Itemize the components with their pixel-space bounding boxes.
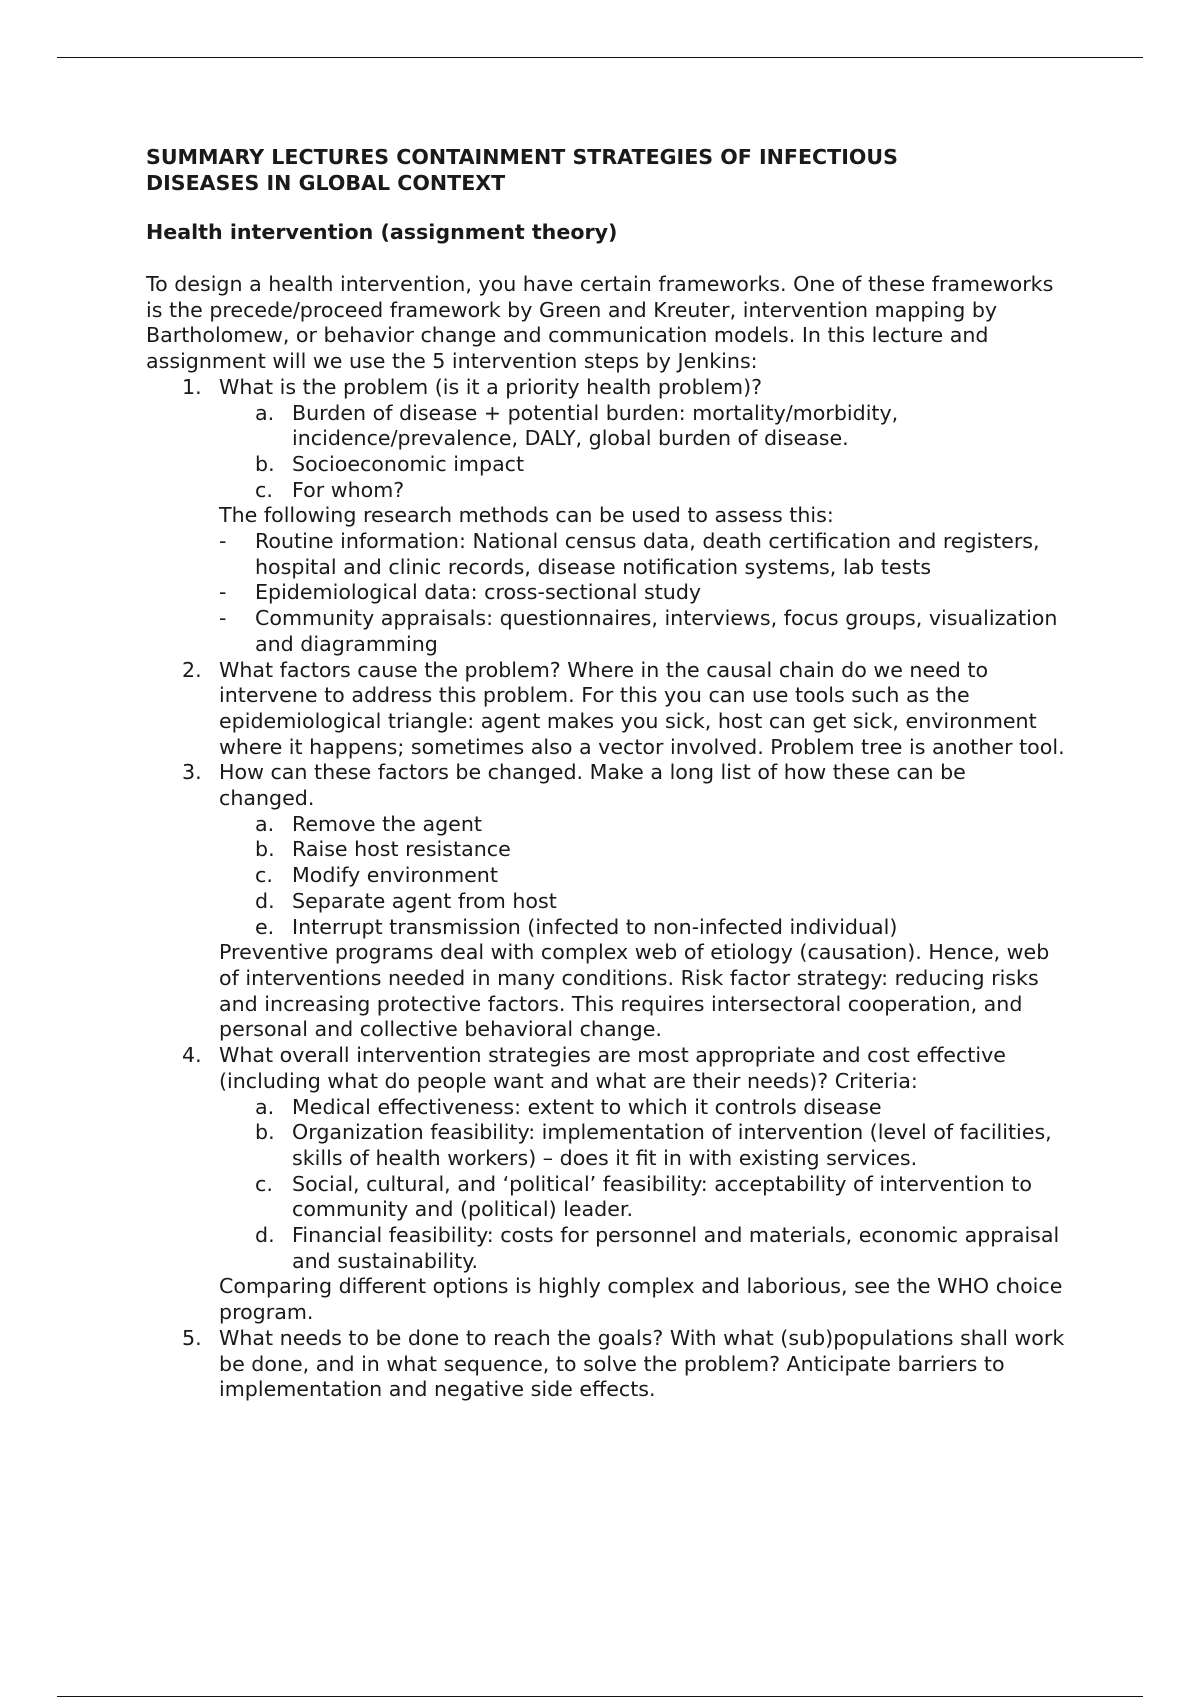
sub-text: Interrupt transmission (infected to non-infected individual) [292, 914, 898, 939]
footer-rule [57, 1696, 1143, 1697]
sub-letter: a. [255, 400, 275, 425]
sub-text: Separate agent from host [292, 888, 557, 913]
step-text: What is the problem (is it a priority health problem)? [219, 374, 763, 399]
step-3-sub-e [255, 915, 1066, 941]
step-1-sub-c [255, 478, 1066, 504]
step-4 [182, 1043, 1066, 1094]
step-3-sub-c [255, 863, 1066, 889]
sub-letter: a. [255, 1094, 275, 1119]
sub-text: Medical effectiveness: extent to which it controls disease [292, 1094, 882, 1119]
sub-text: Socioeconomic impact [292, 451, 525, 476]
step-4-sub-d [255, 1223, 1066, 1274]
step-4-sub-c [255, 1172, 1066, 1223]
sub-text: Raise host resistance [292, 837, 511, 862]
title-line-1: SUMMARY LECTURES CONTAINMENT STRATEGIES OF INFECTIOUS [146, 145, 898, 169]
sub-letter: c. [255, 1171, 273, 1196]
step-number: 1. [182, 374, 202, 399]
sub-letter: e. [255, 914, 275, 939]
sub-text: Burden of disease + potential burden: mortality/morbidity, incidence/prevalence, DALY, global burden of disease. [292, 400, 899, 451]
step-2 [182, 658, 1066, 761]
step-3-note: Preventive programs deal with complex web of etiology (causation). Hence, web of interventions needed in many conditions. Risk factor strategy: reducing risks and increasing protective factors. This requires intersectoral cooperation, and personal and collective behavioral change. [219, 940, 1050, 1042]
sub-letter: b. [255, 451, 275, 476]
step-1-sub-a [255, 401, 1066, 452]
step-4-sub-b [255, 1120, 1066, 1171]
bullet-dash: - [219, 580, 227, 605]
document-page [146, 144, 1066, 1403]
bullet-item [219, 580, 1066, 606]
step-text: What overall intervention strategies are most appropriate and cost effective (including what do people want and what are their needs)? Criteria: [219, 1043, 1006, 1093]
header-rule [57, 57, 1143, 58]
sub-letter: b. [255, 1120, 275, 1145]
bullet-text: Epidemiological data: cross-sectional study [255, 580, 702, 605]
step-4-note: Comparing different options is highly complex and laborious, see the WHO choice program. [219, 1274, 1063, 1325]
sub-letter: b. [255, 837, 275, 862]
bullet-text: Routine information: National census data, death certification and registers, hospital and clinic records, disease notification systems, lab tests [255, 529, 1040, 579]
step-3 [182, 760, 1066, 811]
sub-text: Modify environment [292, 863, 498, 888]
intro-paragraph: To design a health intervention, you have certain frameworks. One of these frameworks is the precede/proceed framework by Green and Kreuter, intervention mapping by Bartholomew, or behavior change and communication models. In this lecture and assignment will we use the 5 intervention steps by Jenkins: [146, 272, 1054, 374]
sub-letter: a. [255, 811, 275, 836]
section-heading: Health intervention (assignment theory) [146, 220, 618, 244]
step-text: How can these factors be changed. Make a long list of how these can be changed. [219, 760, 966, 811]
sub-letter: c. [255, 863, 273, 888]
step-1-note: The following research methods can be used to assess this: [219, 503, 834, 528]
step-1-sub-b [255, 452, 1066, 478]
bullet-dash: - [219, 606, 227, 631]
step-text: What factors cause the problem? Where in the causal chain do we need to intervene to address this problem. For this you can use tools such as the epidemiological triangle: agent makes you sick, host can get sick, environment where it happens; sometimes also a vector involved. Problem tree is another tool. [219, 657, 1065, 759]
step-number: 4. [182, 1043, 202, 1068]
step-3-sub-b [255, 837, 1066, 863]
sub-text: Remove the agent [292, 811, 482, 836]
sub-letter: d. [255, 888, 275, 913]
step-4-sub-a [255, 1095, 1066, 1121]
sub-text: For whom? [292, 477, 405, 502]
bullet-item [219, 529, 1066, 580]
step-number: 5. [182, 1325, 202, 1350]
title-line-2: DISEASES IN GLOBAL CONTEXT [146, 171, 506, 195]
sub-letter: c. [255, 477, 273, 502]
sub-text: Organization feasibility: implementation of intervention (level of facilities, skills of health workers) – does it fit in with existing services. [292, 1120, 1052, 1170]
step-3-sub-d [255, 889, 1066, 915]
sub-text: Social, cultural, and ‘political’ feasibility: acceptability of intervention to community and (political) leader. [292, 1171, 1032, 1222]
sub-letter: d. [255, 1223, 275, 1248]
document-title [146, 144, 1066, 196]
step-1 [182, 375, 1066, 401]
step-3-sub-a [255, 812, 1066, 838]
step-number: 2. [182, 657, 202, 682]
step-number: 3. [182, 760, 202, 785]
bullet-text: Community appraisals: questionnaires, interviews, focus groups, visualization and diagramming [255, 606, 1058, 656]
bullet-dash: - [219, 529, 227, 554]
sub-text: Financial feasibility: costs for personnel and materials, economic appraisal and sustainability. [292, 1223, 1060, 1273]
step-text: What needs to be done to reach the goals? With what (sub)populations shall work be done, and in what sequence, to solve the problem? Anticipate barriers to implementation and negative side effects. [219, 1325, 1065, 1402]
step-5 [182, 1326, 1066, 1403]
bullet-item [219, 606, 1066, 657]
